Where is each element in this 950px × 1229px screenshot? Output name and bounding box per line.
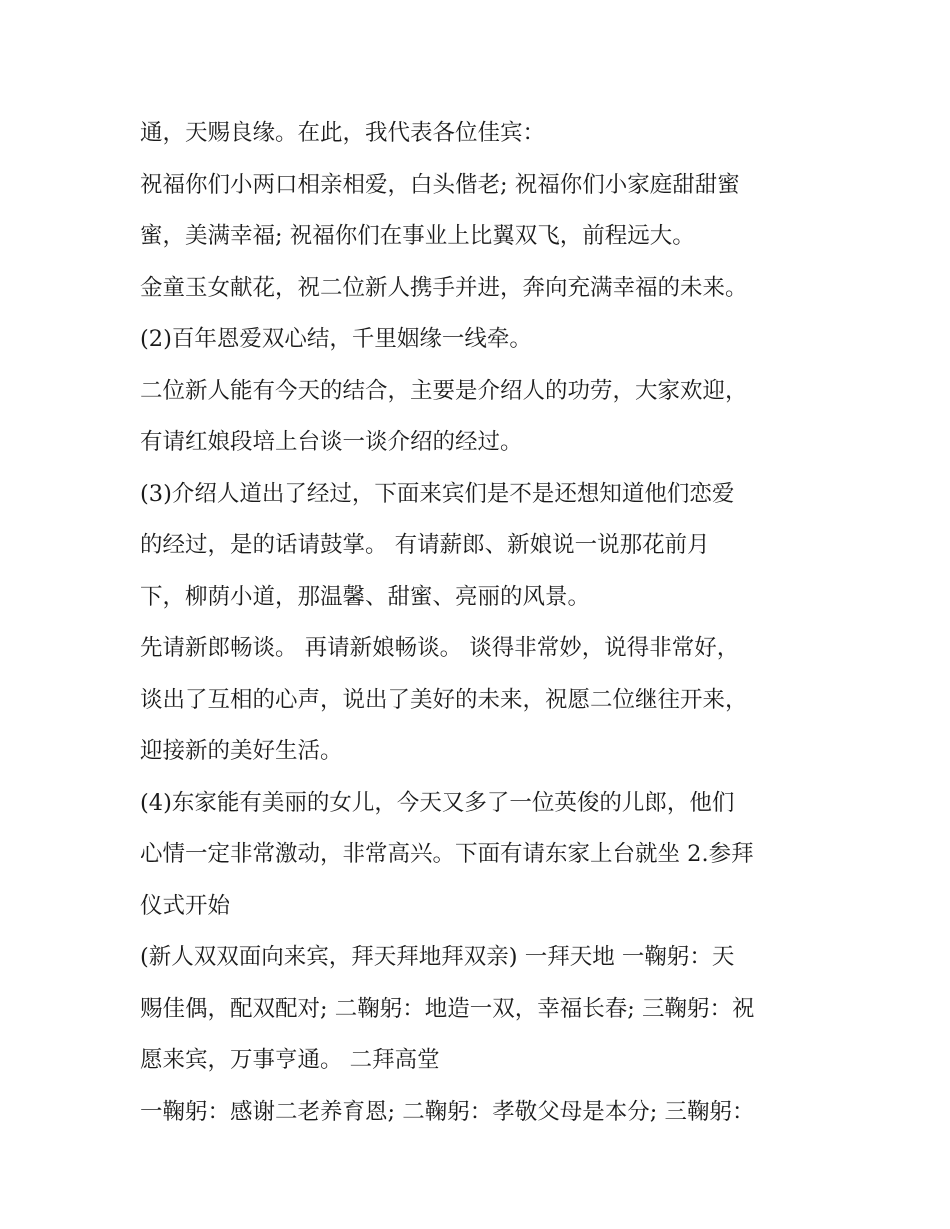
document-body [140,108,830,1138]
text-line: 祝福你们小两口相亲相爱，白头偕老; 祝福你们小家庭甜甜蜜 [140,171,740,198]
text-line: 有请红娘段培上台谈一谈介绍的经过。 [140,429,523,455]
text-line: 愿来宾，万事亨通。 二拜高堂 [140,1047,440,1073]
text-line: (新人双双面向来宾，拜天拜地拜双亲) 一拜天地 一鞠躬：天 [140,944,735,970]
text-line: 蜜，美满幸福; 祝福你们在事业上比翼双飞，前程远大。 [140,223,695,249]
text-line: 心情一定非常激动，非常高兴。下面有请东家上台就坐 2.参拜 [140,841,754,867]
text-line: (4)东家能有美丽的女儿，今天又多了一位英俊的儿郎，他们 [140,789,735,816]
text-line: 先请新郎畅谈。 再请新娘畅谈。 谈得非常妙，说得非常好， [140,635,740,661]
text-line: 一鞠躬：感谢二老养育恩; 二鞠躬：孝敬父母是本分; 三鞠躬： [140,1098,755,1125]
text-line: 迎接新的美好生活。 [140,738,343,764]
text-line: 谈出了互相的心声，说出了美好的未来，祝愿二位继往开来， [140,686,748,713]
text-line: 的经过，是的话请鼓掌。 有请薪郎、新娘说一说那花前月 [140,532,710,558]
text-line: 仪式开始 [140,892,231,919]
text-line: (2)百年恩爱双心结，千里姻缘一线牵。 [140,326,532,352]
text-line: 二位新人能有今天的结合，主要是介绍人的功劳，大家欢迎， [140,377,748,404]
text-line: 下，柳荫小道，那温馨、甜蜜、亮丽的风景。 [140,583,591,610]
text-line: 通，天赐良缘。在此，我代表各位佳宾： [140,120,546,146]
text-line: 金童玉女献花，祝二位新人携手并进，奔向充满幸福的未来。 [140,274,748,301]
text-line: 赐佳偶，配双配对; 二鞠躬：地造一双，幸福长春; 三鞠躬：祝 [140,995,755,1022]
text-line: (3)介绍人道出了经过，下面来宾们是不是还想知道他们恋爱 [140,480,735,507]
